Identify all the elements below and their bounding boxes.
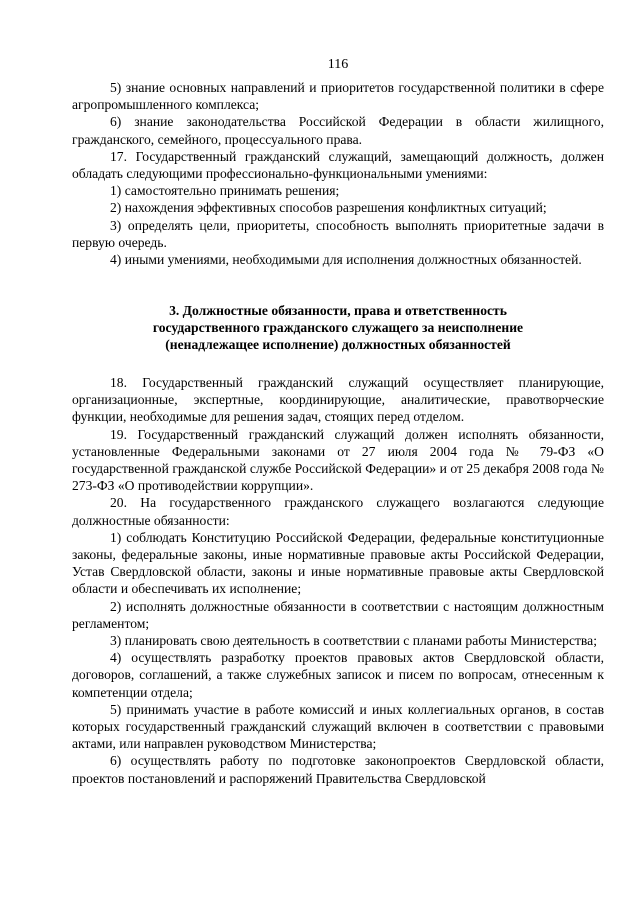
list-item: 5) принимать участие в работе комиссий и иных коллегиальных органов, в состав которых государственный гражданский служащий включен в соответствии с правовыми актами, или направлен руководством Министерства; xyxy=(72,701,604,752)
section-heading-line: (ненадлежащее исполнение) должностных обязанностей xyxy=(165,337,511,353)
list-item: 19. Государственный гражданский служащий должен исполнять обязанности, установленные Федеральными законами от 27 июля 2004 года № 79-ФЗ «О государственной гражданской службе Российской Федерации» и от 25 декабря 2008 года № 273-ФЗ «О противодействии коррупции». xyxy=(72,426,604,494)
list-item: 1) самостоятельно принимать решения; xyxy=(110,183,340,199)
list-item: 4) осуществлять разработку проектов правовых актов Свердловской области, договоров, соглашений, а также служебных записок и писем по вопросам, отнесенным к компетенции отдела; xyxy=(72,650,604,700)
list-item: 20. На государственного гражданского служащего возлагаются следующие должностные обязанности: xyxy=(72,495,604,528)
list-item: 6) знание законодательства Российской Федерации в области жилищного, гражданского, семейного, процессуального права. xyxy=(72,114,604,147)
list-item: 5) знание основных направлений и приоритетов государственной политики в сфере агропромышленного комплекса; xyxy=(72,80,604,113)
section-heading-line: государственного гражданского служащего за неисполнение xyxy=(152,320,524,336)
list-item: 3) определять цели, приоритеты, способность выполнять приоритетные задачи в первую очередь. xyxy=(72,217,604,250)
list-item: 1) соблюдать Конституцию Российской Федерации, федеральные конституционные законы, федеральные законы, иные нормативные правовые акты Российской Федерации, Устав Свердловской области, законы и иные нормативные правовые акты Свердловской области и обеспечивать их исполнение; xyxy=(72,529,604,597)
list-item: 17. Государственный гражданский служащий, замещающий должность, должен обладать следующими профессионально-функциональными умениями: xyxy=(72,148,604,182)
list-item: 4) иными умениями, необходимыми для исполнения должностных обязанностей. xyxy=(110,252,582,268)
list-item: 6) осуществлять работу по подготовке законопроектов Свердловской области, проектов постановлений и распоряжений Правительства Свердловской xyxy=(72,753,604,786)
section-heading xyxy=(72,302,604,354)
list-item: 2) исполнять должностные обязанности в соответствии с настоящим должностным регламентом; xyxy=(72,598,604,631)
list-item: 2) нахождения эффективных способов разрешения конфликтных ситуаций; xyxy=(110,200,547,216)
list-item: 3) планировать свою деятельность в соответствии с планами работы Министерства; xyxy=(110,633,597,649)
list-item: 18. Государственный гражданский служащий осуществляет планирующие, организационные, экспертные, координирующие, аналитические, правотворческие функции, необходимые для решения задач, стоящих перед отделом. xyxy=(72,375,604,425)
page-number: 116 xyxy=(327,57,349,72)
duties-list xyxy=(72,374,604,787)
top-list xyxy=(72,79,604,268)
section-heading-line: 3. Должностные обязанности, права и ответственность xyxy=(169,303,507,318)
